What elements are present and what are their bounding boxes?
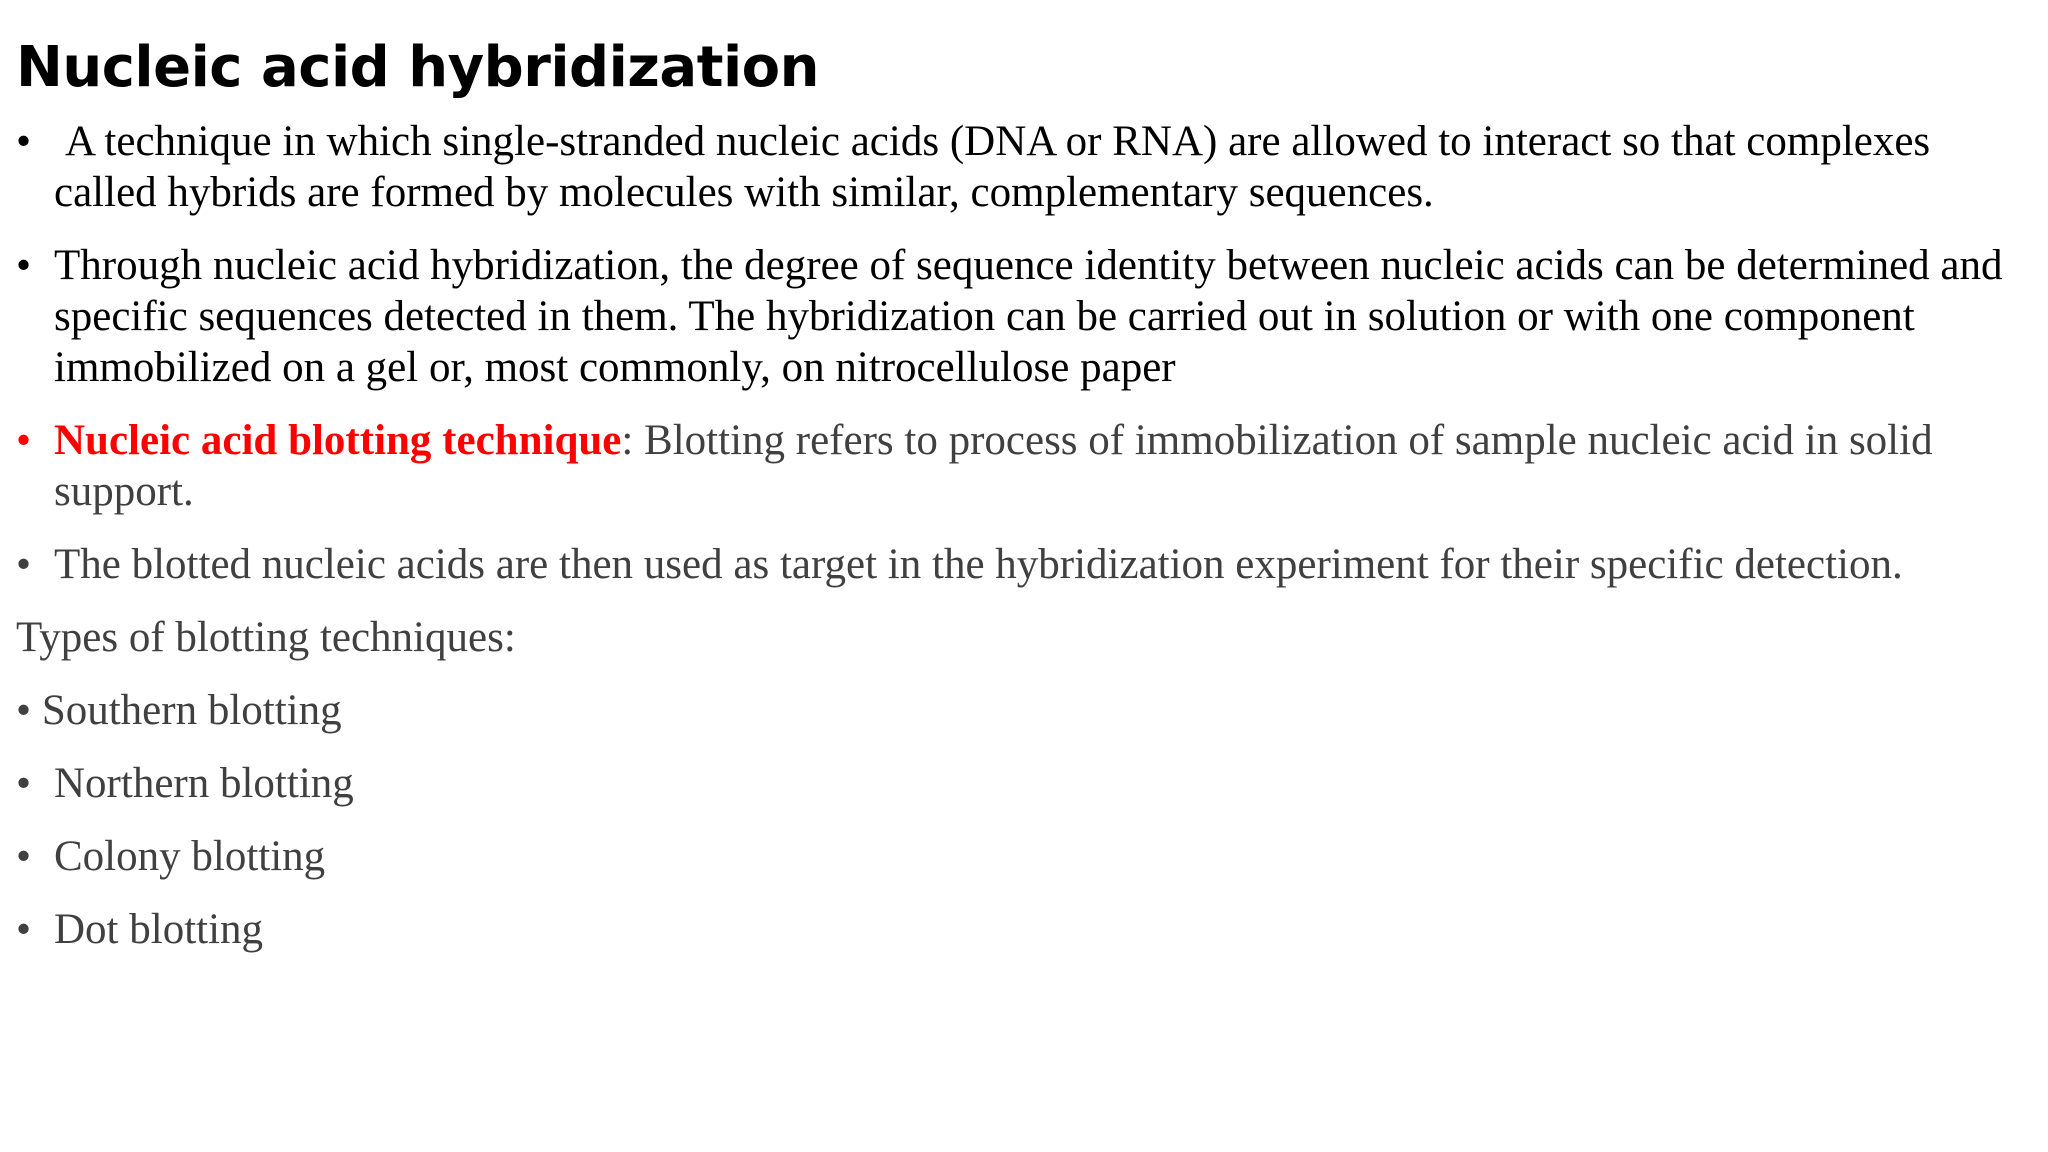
bullet-marker: •: [16, 906, 32, 953]
bullet-item-blotted-target: [16, 539, 2026, 590]
type-item-colony: [16, 831, 2026, 882]
types-heading: Types of blotting techniques:: [16, 614, 516, 661]
type-label: Colony blotting: [54, 833, 326, 880]
type-item-northern: [16, 758, 2026, 809]
bullet-marker: •: [16, 417, 32, 464]
bullet-marker: •: [16, 760, 32, 807]
bullet-marker: •: [16, 541, 32, 588]
type-item-dot: [16, 904, 2026, 955]
bullet-text: A technique in which single-stranded nucleic acids (DNA or RNA) are allowed to interact so that complexes called hybrids are formed by molecules with similar, complementary sequences.: [54, 118, 1931, 216]
bullet-item-definition: [16, 116, 2026, 218]
type-label: Dot blotting: [54, 906, 264, 953]
bullet-text: : Blotting refers to process of immobilization of sample nucleic acid in solid support.: [54, 417, 1933, 515]
bullet-marker: •: [16, 687, 32, 734]
bullet-marker: •: [16, 833, 32, 880]
slide-content: [16, 116, 2026, 977]
type-item-southern: [16, 685, 2026, 736]
bullet-marker: •: [16, 242, 32, 289]
bullet-text: The blotted nucleic acids are then used as target in the hybridization experiment for their specific detection.: [54, 541, 1903, 588]
highlighted-term: Nucleic acid blotting technique: [54, 417, 622, 464]
type-label: Northern blotting: [54, 760, 354, 807]
type-label: Southern blotting: [41, 687, 342, 734]
bullet-marker: •: [16, 118, 32, 165]
slide-title: Nucleic acid hybridization: [16, 35, 819, 100]
bullet-item-hybridization-purpose: [16, 240, 2026, 393]
bullet-text: Through nucleic acid hybridization, the degree of sequence identity between nucleic acids can be determined and specific sequences detected in them. The hybridization can be carried out in solution or with one component immobilized on a gel or, most commonly, on nitrocellulose paper: [54, 242, 2003, 391]
bullet-item-blotting-technique: [16, 415, 2026, 517]
